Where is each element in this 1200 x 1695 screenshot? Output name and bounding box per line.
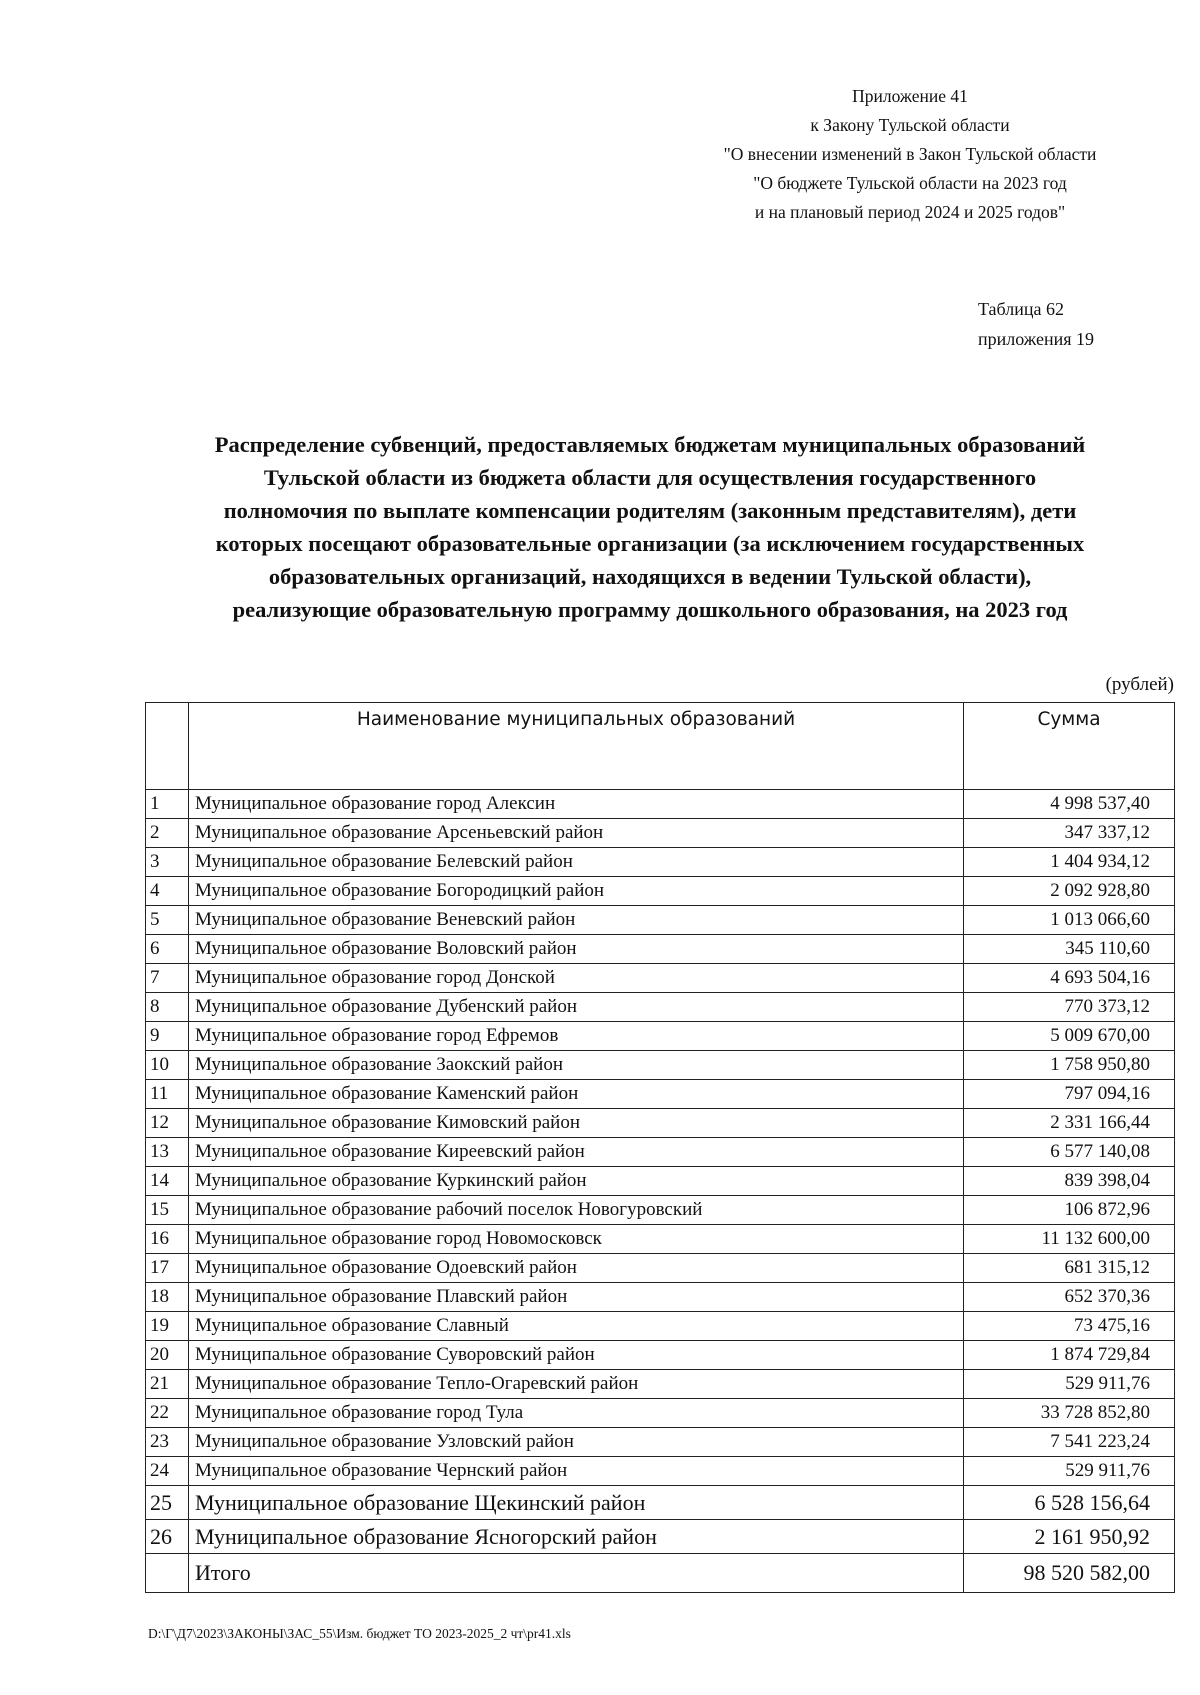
row-sum: 1 874 729,84: [964, 1341, 1175, 1370]
row-name: Муниципальное образование город Донской: [189, 964, 964, 993]
row-number: 9: [146, 1022, 189, 1051]
appendix-line: к Закону Тульской области: [810, 115, 1010, 135]
title-line: образовательных организаций, находящихся в ведении Тульской области),: [268, 564, 1032, 589]
row-name: Муниципальное образование Каменский район: [189, 1080, 964, 1109]
row-sum: 529 911,76: [964, 1370, 1175, 1399]
row-name: Муниципальное образование Куркинский район: [189, 1167, 964, 1196]
row-sum: 1 758 950,80: [964, 1051, 1175, 1080]
row-name: Муниципальное образование Чернский район: [189, 1457, 964, 1486]
row-sum: 6 577 140,08: [964, 1138, 1175, 1167]
table-row: [146, 1312, 1175, 1341]
row-number: 16: [146, 1225, 189, 1254]
table-row: [146, 1399, 1175, 1428]
row-number: 12: [146, 1109, 189, 1138]
row-number: 10: [146, 1051, 189, 1080]
title-line: Распределение субвенций, предоставляемых бюджетам муниципальных образований: [214, 432, 1086, 457]
row-sum: 2 161 950,92: [964, 1520, 1175, 1554]
table-row: [146, 1520, 1175, 1554]
row-number: 7: [146, 964, 189, 993]
title-line: которых посещают образовательные организации (за исключением государственных: [215, 531, 1085, 556]
total-row: [146, 1554, 1175, 1593]
row-number: 19: [146, 1312, 189, 1341]
row-sum: 73 475,16: [964, 1312, 1175, 1341]
header-sum-cell: Сумма: [964, 703, 1175, 790]
row-name: Муниципальное образование Плавский район: [189, 1283, 964, 1312]
row-name: Муниципальное образование Арсеньевский район: [189, 819, 964, 848]
subvention-table: [145, 702, 1175, 1593]
title-line: полномочия по выплате компенсации родителям (законным представителям), дети: [223, 498, 1077, 523]
row-number: 6: [146, 935, 189, 964]
appendix-line: "О внесении изменений в Закон Тульской области: [723, 144, 1097, 164]
row-sum: 347 337,12: [964, 819, 1175, 848]
row-sum: 7 541 223,24: [964, 1428, 1175, 1457]
row-number: 5: [146, 906, 189, 935]
table-reference: [978, 294, 1094, 354]
row-name: Муниципальное образование город Ефремов: [189, 1022, 964, 1051]
table-row: [146, 993, 1175, 1022]
row-name: Муниципальное образование Заокский район: [189, 1051, 964, 1080]
table-row: [146, 1283, 1175, 1312]
unit-label: (рублей): [1105, 674, 1174, 695]
appendix-line: "О бюджете Тульской области на 2023 год: [753, 173, 1067, 193]
table-row: [146, 1167, 1175, 1196]
file-path-footer: D:\Г\Д7\2023\ЗАКОНЫ\ЗАС_55\Изм. бюджет ТО 2023-2025_2 чт\pr41.xls: [148, 1626, 571, 1641]
table-header-row: [146, 703, 1175, 790]
total-sum: 98 520 582,00: [964, 1554, 1175, 1593]
total-label: Итого: [189, 1554, 964, 1593]
row-number: 23: [146, 1428, 189, 1457]
row-name: Муниципальное образование Ясногорский район: [189, 1520, 964, 1554]
row-number: 21: [146, 1370, 189, 1399]
row-sum: 4 693 504,16: [964, 964, 1175, 993]
row-number: 24: [146, 1457, 189, 1486]
table-row: [146, 1254, 1175, 1283]
table-row: [146, 790, 1175, 819]
row-name: Муниципальное образование Узловский район: [189, 1428, 964, 1457]
title-line: Тульской области из бюджета области для осуществления государственного: [263, 465, 1037, 490]
row-sum: 1 404 934,12: [964, 848, 1175, 877]
row-number: 18: [146, 1283, 189, 1312]
row-name: Муниципальное образование Киреевский район: [189, 1138, 964, 1167]
total-number-cell: [146, 1554, 189, 1593]
row-number: 25: [146, 1486, 189, 1520]
row-sum: 797 094,16: [964, 1080, 1175, 1109]
row-sum: 681 315,12: [964, 1254, 1175, 1283]
row-name: Муниципальное образование Славный: [189, 1312, 964, 1341]
row-sum: 652 370,36: [964, 1283, 1175, 1312]
row-name: Муниципальное образование Одоевский район: [189, 1254, 964, 1283]
row-number: 15: [146, 1196, 189, 1225]
appendix-reference: [630, 82, 1190, 227]
table-row: [146, 1428, 1175, 1457]
table-row: [146, 935, 1175, 964]
row-name: Муниципальное образование Белевский район: [189, 848, 964, 877]
table-ref-line: Таблица 62: [978, 299, 1064, 319]
header-number-cell: [146, 703, 189, 790]
row-name: Муниципальное образование Воловский район: [189, 935, 964, 964]
row-number: 1: [146, 790, 189, 819]
table-ref-line: приложения 19: [978, 329, 1095, 349]
row-sum: 6 528 156,64: [964, 1486, 1175, 1520]
row-name: Муниципальное образование Щекинский район: [189, 1486, 964, 1520]
table-row: [146, 1457, 1175, 1486]
row-sum: 4 998 537,40: [964, 790, 1175, 819]
row-name: Муниципальное образование Суворовский район: [189, 1341, 964, 1370]
row-number: 26: [146, 1520, 189, 1554]
row-name: Муниципальное образование город Тула: [189, 1399, 964, 1428]
row-name: Муниципальное образование Веневский район: [189, 906, 964, 935]
row-number: 14: [146, 1167, 189, 1196]
appendix-line: Приложение 41: [852, 86, 968, 106]
row-sum: 345 110,60: [964, 935, 1175, 964]
row-number: 8: [146, 993, 189, 1022]
row-name: Муниципальное образование Богородицкий район: [189, 877, 964, 906]
table-row: [146, 1341, 1175, 1370]
row-number: 4: [146, 877, 189, 906]
table-row: [146, 877, 1175, 906]
header-name-cell: Наименование муниципальных образований: [189, 703, 964, 790]
row-number: 13: [146, 1138, 189, 1167]
row-sum: 11 132 600,00: [964, 1225, 1175, 1254]
table-row: [146, 1022, 1175, 1051]
table-row: [146, 1138, 1175, 1167]
row-name: Муниципальное образование Кимовский район: [189, 1109, 964, 1138]
row-number: 2: [146, 819, 189, 848]
row-name: Муниципальное образование Дубенский район: [189, 993, 964, 1022]
row-number: 17: [146, 1254, 189, 1283]
row-sum: 2 331 166,44: [964, 1109, 1175, 1138]
table-row: [146, 1109, 1175, 1138]
appendix-line: и на плановый период 2024 и 2025 годов": [754, 202, 1066, 222]
row-sum: 1 013 066,60: [964, 906, 1175, 935]
table-row: [146, 1080, 1175, 1109]
row-number: 22: [146, 1399, 189, 1428]
table-row: [146, 1486, 1175, 1520]
table-row: [146, 1051, 1175, 1080]
table-row: [146, 1225, 1175, 1254]
row-sum: 529 911,76: [964, 1457, 1175, 1486]
row-name: Муниципальное образование город Алексин: [189, 790, 964, 819]
table-row: [146, 906, 1175, 935]
row-number: 11: [146, 1080, 189, 1109]
table-row: [146, 819, 1175, 848]
table-row: [146, 848, 1175, 877]
row-name: Муниципальное образование город Новомосковск: [189, 1225, 964, 1254]
row-sum: 5 009 670,00: [964, 1022, 1175, 1051]
row-sum: 2 092 928,80: [964, 877, 1175, 906]
table-row: [146, 1370, 1175, 1399]
row-number: 3: [146, 848, 189, 877]
row-number: 20: [146, 1341, 189, 1370]
row-name: Муниципальное образование Тепло-Огаревский район: [189, 1370, 964, 1399]
row-sum: 33 728 852,80: [964, 1399, 1175, 1428]
table-row: [146, 964, 1175, 993]
table-row: [146, 1196, 1175, 1225]
row-sum: 770 373,12: [964, 993, 1175, 1022]
document-title: [120, 428, 1180, 626]
title-line: реализующие образовательную программу дошкольного образования, на 2023 год: [232, 597, 1068, 622]
table-body: [146, 790, 1175, 1554]
row-name: Муниципальное образование рабочий поселок Новогуровский: [189, 1196, 964, 1225]
row-sum: 106 872,96: [964, 1196, 1175, 1225]
row-sum: 839 398,04: [964, 1167, 1175, 1196]
